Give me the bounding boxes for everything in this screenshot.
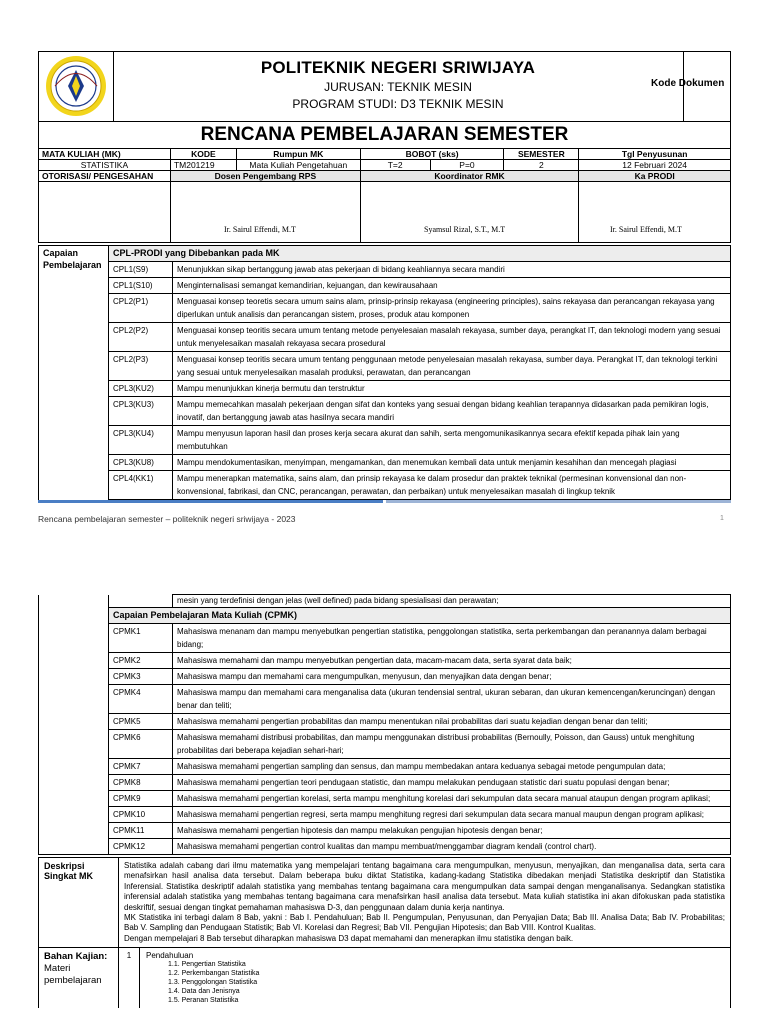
list-item: 1.5. Peranan Statistika [168, 997, 239, 1005]
cpl-code: CPL3(KU4) [109, 426, 173, 455]
deskripsi-label: Deskripsi Singkat MK [39, 858, 119, 948]
bahan-body [119, 948, 731, 1009]
signature-spacer [39, 182, 171, 243]
list-item: 1.2. Perkembangan Statistika [168, 970, 260, 978]
cpmk-text: Mahasiswa memahami pengertian teori pendugaan statistic, dan mampu melakukan pendugaan statistic dari suatu populasi dengan benar; [173, 775, 731, 791]
col-bobot: BOBOT (sks) [360, 149, 504, 160]
koord-name: Syamsul Rizal, S.T., M.T [424, 225, 506, 234]
deskripsi-paragraph: MK Statistika ini terbagi dalam 8 Bab, yakni : Bab I. Pendahuluan; Bab II. Pengumpulan, Penyusunan, dan Penyajian Data; Bab III. Analisa Data; Bab IV. Probabilitas; Bab V. Sampling dan Pendugaan Statistik; Bab VI. Korelasi dan Regresi; Bab VII. Pengujian Hipotesis; dan Bab VIII. Kontrol Kualitas. [124, 913, 725, 933]
table-row [39, 624, 731, 653]
cpl-code: CPL2(P1) [109, 294, 173, 323]
cpmk-text: Mahasiswa mampu dan memahami cara menganalisa data (ukuran tendensial sentral, ukuran sebaran, dan ukuran kemencengan/keruncingan) dengan benar dan teliti; [173, 685, 731, 714]
table-row [39, 823, 731, 839]
table-row [39, 730, 731, 759]
cpmk-code: CPMK1 [109, 624, 173, 653]
cpmk-code: CPMK5 [109, 714, 173, 730]
doc-title: RENCANA PEMBELAJARAN SEMESTER [38, 122, 731, 149]
continuation-code-cell [109, 595, 173, 608]
cpl-text: Menguasai konsep teoritis secara umum tentang penggunaan metode penyelesaian masalah rekayasa, sumber daya. Perangkat IT, dan teknologi terkini yang sesuai untuk menyelesaikan masalah produksi, perawatan, dan perancangan [173, 352, 731, 381]
institution-name: POLITEKNIK NEGERI SRIWIJAYA [260, 58, 536, 77]
mk-value: STATISTIKA [39, 160, 171, 171]
tgl-value: 12 Februari 2024 [579, 160, 731, 171]
col-mk: MATA KULIAH (MK) [39, 149, 171, 160]
cpmk-text: Mahasiswa mampu dan memahami cara mengumpulkan, menyusun, dan menyajikan data dengan benar; [173, 669, 731, 685]
table-row [39, 759, 731, 775]
table-row [39, 278, 731, 294]
cpl-code: CPL3(KU2) [109, 381, 173, 397]
cpl-heading: CPL-PRODI yang Dibebankan pada MK [109, 246, 731, 262]
cpl-text: Menginternalisasi semangat kemandirian, kejuangan, dan kewirausahaan [173, 278, 731, 294]
table-row [39, 839, 731, 855]
cpmk-text: Mahasiswa memahami pengertian control kualitas dan mampu membuat/menggambar diagram kendali (control chart). [173, 839, 731, 855]
cpmk-code: CPMK2 [109, 653, 173, 669]
list-item: 1.1. Pengertian Statistika [168, 961, 246, 969]
table-row [39, 323, 731, 352]
bahan-label-line2: Materi [44, 963, 71, 975]
dosen-name: Ir. Sairul Effendi, M.T [224, 225, 296, 234]
cpmk-code: CPMK10 [109, 807, 173, 823]
cpmk-code: CPMK6 [109, 730, 173, 759]
cpl-label-line2: Pembelajaran [43, 260, 102, 270]
table-row [39, 294, 731, 323]
table-row [39, 685, 731, 714]
deskripsi-body [119, 858, 731, 948]
bahan-content [140, 948, 731, 1008]
cpmk-text: Mahasiswa memahami pengertian regresi, serta mampu menghitung regresi dari sekumpulan data secara manual maupun dengan program aplikasi; [173, 807, 731, 823]
col-rumpun: Rumpun MK [236, 149, 360, 160]
table-row [39, 471, 731, 500]
table-row [39, 669, 731, 685]
cpmk-code: CPMK8 [109, 775, 173, 791]
bahan-sub-list [146, 960, 724, 1005]
cpl-section-label [39, 246, 109, 500]
bahan-label-line3: pembelajaran [44, 975, 102, 987]
semester-value: 2 [504, 160, 579, 171]
cpl-text: Mampu mendokumentasikan, menyimpan, mengamankan, dan menemukan kembali data untuk menjamin kesahihan dan mencegah plagiasi [173, 455, 731, 471]
deskripsi-table [38, 857, 731, 1008]
header-title-block [113, 52, 684, 121]
cpmk-code: CPMK12 [109, 839, 173, 855]
cpmk-text: Mahasiswa memahami dan mampu menyebutkan pengertian data, macam-macam data, serta syarat data baik; [173, 653, 731, 669]
bahan-title: Pendahuluan [146, 951, 194, 961]
cpmk-left-spacer [39, 595, 109, 855]
table-row [39, 352, 731, 381]
cpmk-text: Mahasiswa memahami pengertian sampling dan sensus, dan mampu membedakan antara keduanya sebagai metode pengumpulan data; [173, 759, 731, 775]
list-item: 1.4. Data dan Jenisnya [168, 988, 240, 996]
cpmk-code: CPMK3 [109, 669, 173, 685]
cpmk-heading: Capaian Pembelajaran Mata Kuliah (CPMK) [109, 608, 731, 624]
kaprodi-label: Ka PRODI [579, 171, 731, 182]
cpl-code: CPL1(S10) [109, 278, 173, 294]
cpmk-code: CPMK9 [109, 791, 173, 807]
table-row [39, 775, 731, 791]
otorisasi-label: OTORISASI/ PENGESAHAN [39, 171, 171, 182]
continuation-text: mesin yang terdefinisi dengan jelas (well defined) pada bidang spesialisasi dan perawatan; [173, 595, 731, 608]
department-name: JURUSAN: TEKNIK MESIN [324, 80, 472, 94]
dosen-label: Dosen Pengembang RPS [170, 171, 360, 182]
cpl-table [38, 245, 731, 500]
doc-code-label: Kode Dokumen [651, 78, 725, 89]
cpmk-text: Mahasiswa memahami distribusi probabilitas, dan mampu menggunakan distribusi probabilitas (Bernoully, Poisson, dan Gauss) untuk menghitung probabilitas dari beberapa kejadian sehari-hari; [173, 730, 731, 759]
cpl-code: CPL1(S9) [109, 262, 173, 278]
table-row [39, 653, 731, 669]
cpl-code: CPL2(P3) [109, 352, 173, 381]
cpmk-table [38, 594, 731, 855]
cpl-text: Menguasai konsep teoritis secara umum tentang metode penyelesaian masalah rekayasa, sumber daya, perangkat IT, dan teknologi modern yang sesuai untuk menyelesaikan masalah rekayasa secara prosedural [173, 323, 731, 352]
cpmk-code: CPMK7 [109, 759, 173, 775]
table-row [39, 426, 731, 455]
koord-label: Koordinator RMK [360, 171, 579, 182]
p-value: P=0 [430, 160, 504, 171]
bahan-label-line1: Bahan Kajian: [44, 951, 108, 963]
cpmk-text: Mahasiswa menanam dan mampu menyebutkan pengertian statistika, penggolongan statistika, serta perkembangan dan peranannya dalam berbagai bidang; [173, 624, 731, 653]
cpl-code: CPL3(KU3) [109, 397, 173, 426]
cpl-text: Mampu memecahkan masalah pekerjaan dengan sifat dan konteks yang sesuai dengan bidang keahlian terapannya didasarkan pada pemikiran logis, inovatif, dan bertanggung jawab atas hasilnya secara mandiri [173, 397, 731, 426]
table-row [39, 397, 731, 426]
polsri-logo-icon [45, 55, 107, 117]
program-name: PROGRAM STUDI: D3 TEKNIK MESIN [292, 97, 504, 111]
logo-cell [39, 52, 114, 121]
page-number: 1 [720, 515, 724, 522]
table-row [39, 791, 731, 807]
cpl-text: Mampu menyusun laporan hasil dan proses kerja secara akurat dan sahih, serta mengomunikasikannya secara efektif kepada pihak lain yang membutuhkan [173, 426, 731, 455]
cpmk-text: Mahasiswa memahami pengertian probabilitas dan mampu menentukan nilai probabilitas dari suatu kejadian dengan benar dan teliti; [173, 714, 731, 730]
col-kode: KODE [170, 149, 236, 160]
cpl-code: CPL3(KU8) [109, 455, 173, 471]
cpl-text: Menguasai konsep teoretis secara umum sains alam, prinsip-prinsip rekayasa (engineering principles), sains rekayasa dan perancangan rekayasa yang diperlukan untuk analisis dan perancangan sistem, proses, produk atau komponen [173, 294, 731, 323]
bahan-label [39, 948, 119, 1009]
table-row [39, 381, 731, 397]
footer-rule [38, 500, 731, 503]
kode-value: TM201219 [170, 160, 236, 171]
cpl-code: CPL2(P2) [109, 323, 173, 352]
cpl-text: Menunjukkan sikap bertanggung jawab atas pekerjaan di bidang keahliannya secara mandiri [173, 262, 731, 278]
footer-text: Rencana pembelajaran semester – politeknik negeri sriwijaya - 2023 [38, 514, 296, 524]
table-row [39, 262, 731, 278]
cpl-text: Mampu menerapkan matematika, sains alam, dan prinsip rekayasa ke dalam prosedur dan praktek teknikal (permesinan konvensional dan non-konvensional, fabrikasi, dan CNC, perancangan, perawatan, dan perbaikan) untuk menyelesaikan masalah di lingkup teknik [173, 471, 731, 500]
cpl-text: Mampu menunjukkan kinerja bermutu dan terstruktur [173, 381, 731, 397]
col-tgl: Tgl Penyusunan [579, 149, 731, 160]
cpmk-code: CPMK4 [109, 685, 173, 714]
t-value: T=2 [360, 160, 430, 171]
cpl-label-line1: Capaian [43, 248, 79, 258]
cpmk-text: Mahasiswa memahami pengertian hipotesis dan mampu melakukan pengujian hipotesis dengan benar; [173, 823, 731, 839]
table-row [39, 714, 731, 730]
cpmk-code: CPMK11 [109, 823, 173, 839]
deskripsi-paragraph: Statistika adalah cabang dari ilmu matematika yang mempelajari tentang bagaimana cara mengumpulkan, menyusun, menyajikan, dan menganalisa data, serta cara menafsirkan hasil analisa data tersebut. Dalam beberapa buku diktat Statistika, kadang-kadang Statistika dibedakan menjadi Statistika deskriptif dan Statistika Inferensial. Statistika deskriptif adalah statistika yang membahas tentang bagaimana cara mengumpulkan data sampai dengan menganalisanya. Sedangkan statistika inferensial adalah statistika yang membahas tentang bagaimana cara menafsirkan hasil analisa data tersebut. Mata kuliah statistika ini akan difokuskan pada statistika deskriftif, sesuai dengan tingkat pemahaman mahasiswa D-3, dan penggunaan dalam dunia kerja nantinya. [124, 861, 725, 912]
list-item: 1.3. Penggolongan Statistika [168, 979, 258, 987]
cpl-code: CPL4(KK1) [109, 471, 173, 500]
cpmk-text: Mahasiswa memahami pengertian korelasi, serta mampu menghitung korelasi dari sekumpulan data secara manual ataupun dengan program aplikasi; [173, 791, 731, 807]
kaprodi-name: Ir. Sairul Effendi, M.T [610, 225, 682, 234]
bahan-number: 1 [119, 948, 140, 1008]
table-row [39, 455, 731, 471]
rumpun-value: Mata Kuliah Pengetahuan [236, 160, 360, 171]
table-row [39, 807, 731, 823]
col-semester: SEMESTER [504, 149, 579, 160]
document-header [38, 51, 731, 122]
deskripsi-paragraph: Dengan mempelajari 8 Bab tersebut diharapkan mahasiswa D3 dapat memahami dan menerapkan ilmu statistika dengan baik. [124, 933, 574, 943]
